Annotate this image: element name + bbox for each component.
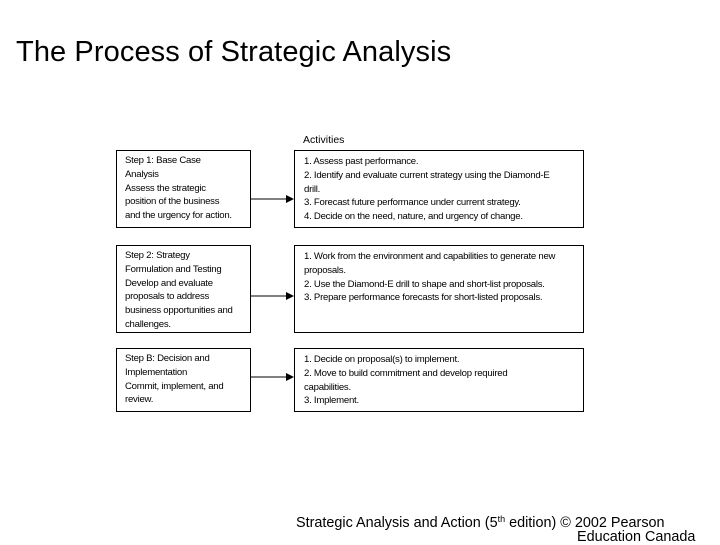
step-2-description: Develop and evaluate proposals to address business opportunities and challenges. [125, 277, 233, 330]
step-3-activity-2: 2. Move to build commitment and develop required capabilities. [304, 367, 508, 393]
footer-citation-line2: Education Canada [577, 529, 696, 545]
step-3-activity-1: 1. Decide on proposal(s) to implement. [304, 354, 460, 365]
step-2-activity-2: 2. Use the Diamond-E drill to shape and short-list proposals. [304, 278, 545, 290]
step-1-activity-2: 2. Identify and evaluate current strategy using the Diamond-E drill. [304, 169, 550, 195]
activities-header: Activities [303, 134, 345, 146]
step-2-heading: Step 2: Strategy Formulation and Testing [125, 250, 222, 275]
step-3-description: Commit, implement, and review. [125, 380, 224, 406]
step-1-activity-1: 1. Assess past performance. [304, 156, 419, 167]
step-2-activity-3: 3. Prepare performance forecasts for short-listed proposals. [304, 292, 543, 304]
footer-part1: Strategic Analysis and Action (5 [296, 515, 498, 531]
step-1-activity-3: 3. Forecast future performance under current strategy. [304, 197, 521, 209]
step-1-heading: Step 1: Base Case Analysis [125, 155, 201, 180]
step-3-activity-3: 3. Implement. [304, 395, 359, 407]
footer-part2: edition) © 2002 Pearson [505, 515, 665, 531]
slide-title: The Process of Strategic Analysis [16, 36, 452, 68]
step-1-description: Assess the strategic position of the business and the urgency for action. [125, 182, 232, 222]
step-3-heading: Step B: Decision and Implementation [125, 353, 210, 378]
footer-superscript: th [497, 514, 506, 524]
step-1-activity-4: 4. Decide on the need, nature, and urgency of change. [304, 211, 523, 223]
step-2-activity-1: 1. Work from the environment and capabilities to generate new proposals. [304, 251, 556, 276]
